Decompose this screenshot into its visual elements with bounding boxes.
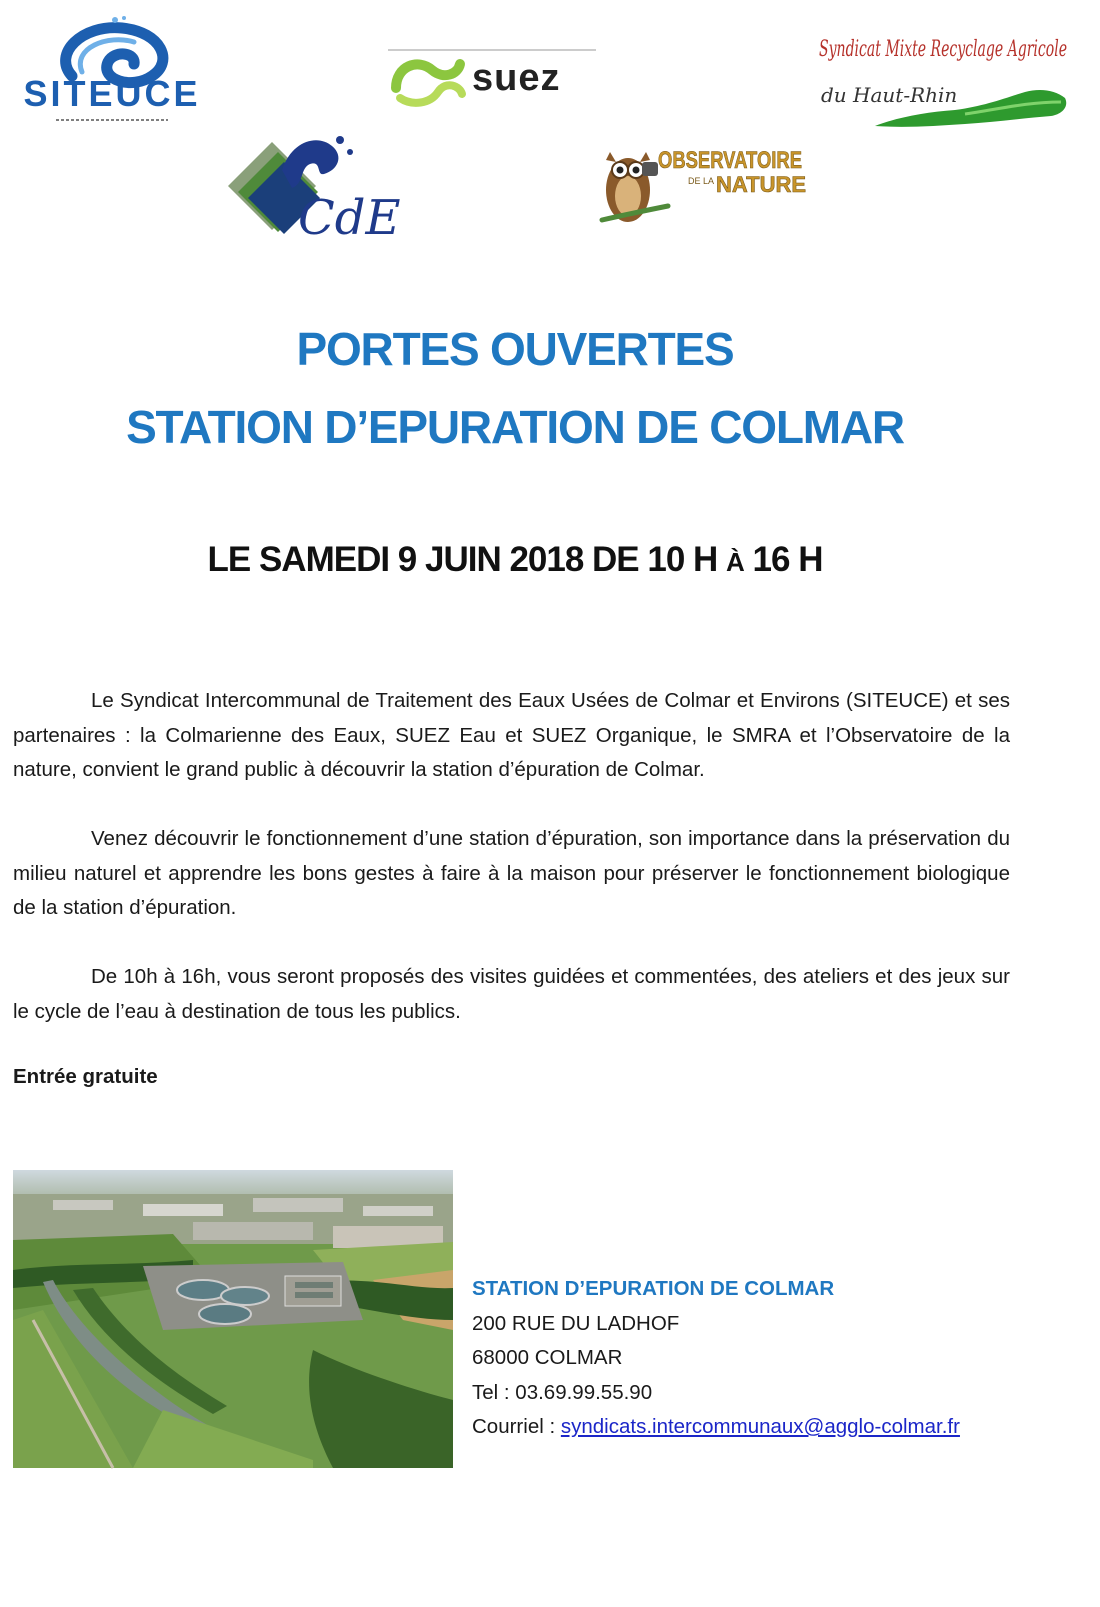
observatoire-logo-line2: NATURE [716, 172, 807, 197]
address-title: STATION D’EPURATION DE COLMAR [472, 1277, 835, 1300]
smra-logo [815, 28, 1073, 132]
event-date-part2: 16 H [743, 540, 823, 579]
paragraph-intro: Le Syndicat Intercommunal de Traitement des Eaux Usées de Colmar et Environs (SITEUCE) et ses partenaires : la Colmarienne des Eaux, SUEZ Eau et SUEZ Organique, le SMRA et l’Observatoire de la nature, convient le grand public à découvrir la station d’épuration de Colmar. [13, 689, 1010, 781]
observatoire-logo-small: DE LA [688, 176, 715, 186]
siteuce-logo [12, 14, 212, 128]
cde-logo [222, 130, 401, 246]
email-label: Courriel : [472, 1415, 561, 1438]
phone-number: 03.69.99.55.90 [515, 1381, 653, 1404]
suez-logo-text: SUEZ [472, 57, 561, 99]
event-date [0, 540, 1030, 580]
observatoire-logo-line1: OBSERVATOIRE [658, 147, 802, 174]
event-date-part1: LE SAMEDI 9 JUIN 2018 DE 10 H [207, 540, 727, 579]
smra-logo-line2: du Haut-Rhin [821, 83, 958, 107]
email-link[interactable]: syndicats.intercommunaux@agglo-colmar.fr [560, 1415, 960, 1438]
aerial-photo [13, 1170, 453, 1468]
page-title-line1: PORTES OUVERTES [296, 323, 734, 375]
smra-logo-line1: Syndicat Mixte Recyclage Agricole [819, 37, 1067, 62]
phone-label: Tel : [472, 1381, 516, 1404]
address-email [472, 1410, 960, 1445]
cde-logo-text: CdE [298, 190, 401, 246]
siteuce-logo-text: SITEUCE [23, 73, 201, 114]
paragraph-schedule: De 10h à 16h, vous seront proposés des visites guidées et commentées, des ateliers et des jeux sur le cycle de l’eau à destination de tous les publics. [13, 965, 1010, 1023]
page-title-line2: STATION D’EPURATION DE COLMAR [126, 401, 904, 453]
suez-logo [388, 48, 596, 112]
address-city: 68000 COLMAR [472, 1346, 623, 1369]
address-phone [472, 1376, 652, 1411]
address-street: 200 RUE DU LADHOF [472, 1312, 680, 1335]
observatoire-owl-logo [598, 134, 808, 234]
paragraph-discover: Venez découvrir le fonctionnement d’une station d’épuration, son importance dans la préservation du milieu naturel et apprendre les bons gestes à faire à la maison pour préserver le fonctionnement biologique de la station d’épuration. [13, 827, 1010, 919]
free-entry-label: Entrée gratuite [13, 1065, 158, 1088]
event-date-a: À [726, 547, 744, 577]
